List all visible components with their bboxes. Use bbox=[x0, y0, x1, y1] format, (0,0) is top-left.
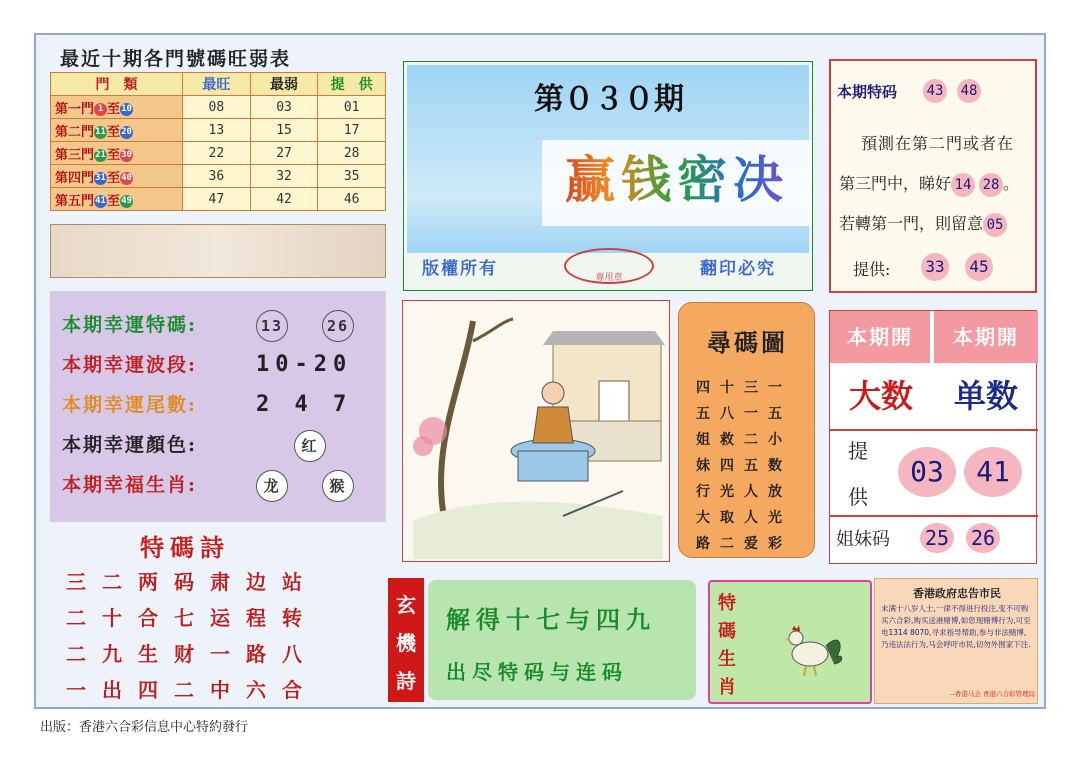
seek-char: 光 bbox=[768, 510, 782, 526]
lucky-row bbox=[62, 345, 382, 385]
special-number: 48 bbox=[957, 79, 981, 103]
notice-body: 未满十八岁人士,一律不得进行投注,变不可购买六合彩,购买送港赌博,如您现赌博行为,可至电1314 8070,寻求指导帮助,参与非法赌博,乃违法法行为,马会呼吁市民,切勿外围家下注. bbox=[881, 604, 1031, 649]
range-start-ball: 11 bbox=[95, 126, 106, 137]
door-cell bbox=[51, 142, 183, 165]
cold-cell: 03 bbox=[250, 96, 318, 119]
lucky-label: 本期幸福生肖: bbox=[62, 474, 198, 496]
range-start-ball: 1 bbox=[94, 103, 107, 116]
seek-title: 尋碼圖 bbox=[707, 328, 788, 357]
poem-panel bbox=[50, 528, 386, 702]
open-header-left: 本期開 bbox=[830, 311, 932, 363]
lucky-label: 本期幸運特碼: bbox=[62, 314, 198, 336]
seek-char: 小 bbox=[768, 432, 782, 448]
illustration bbox=[402, 300, 670, 562]
cold-cell: 15 bbox=[250, 119, 318, 142]
seek-char: 爱 bbox=[744, 536, 758, 552]
lucky-row bbox=[62, 385, 382, 425]
table-row bbox=[51, 119, 386, 142]
hot-cell: 08 bbox=[183, 96, 251, 119]
table-row bbox=[51, 142, 386, 165]
provide-number: 45 bbox=[965, 253, 993, 281]
door-label: 第一門 bbox=[55, 101, 95, 117]
poem-title: 特碼詩 bbox=[140, 533, 230, 562]
prediction-line-1: 預測在第二門或者在 bbox=[861, 134, 1015, 153]
col-door: 門 類 bbox=[51, 73, 183, 96]
no-reprint-label: 翻印必究 bbox=[700, 259, 776, 279]
seek-char: 五 bbox=[696, 406, 710, 422]
hot-cell: 13 bbox=[183, 119, 251, 142]
poem-line: 二九生财一路八 bbox=[66, 642, 318, 666]
seek-char: 二 bbox=[744, 432, 758, 448]
seek-char: 救 bbox=[720, 432, 734, 448]
range-end-ball: 20 bbox=[121, 126, 132, 137]
mystic-panel bbox=[388, 578, 698, 704]
range-start-ball: 21 bbox=[95, 149, 106, 160]
lucky-panel bbox=[50, 291, 386, 522]
prediction-box bbox=[829, 59, 1037, 293]
seek-column bbox=[715, 375, 739, 557]
seek-char: 彩 bbox=[768, 536, 782, 552]
lucky-row bbox=[62, 425, 382, 465]
range-start-ball: 31 bbox=[95, 172, 106, 183]
to-word: 至 bbox=[107, 193, 121, 209]
poem-line: 一出四二中六合 bbox=[66, 678, 318, 702]
publisher-footer: 出版：香港六合彩信息中心特約發行 bbox=[40, 720, 249, 735]
hot-cell: 47 bbox=[183, 188, 251, 211]
door-cell bbox=[51, 188, 183, 211]
seek-char: 行 bbox=[696, 484, 710, 500]
range-end-ball: 30 bbox=[121, 149, 132, 160]
seek-column bbox=[691, 375, 715, 557]
door-label: 第二門 bbox=[55, 124, 95, 140]
mystic-line-2: 出尽特码与连码 bbox=[446, 660, 628, 684]
notice-panel bbox=[874, 578, 1038, 704]
poem-line: 三二两码肃边站 bbox=[66, 570, 318, 594]
tip-number: 28 bbox=[979, 173, 1003, 197]
tip-cell: 01 bbox=[318, 96, 386, 119]
seek-char: 人 bbox=[744, 484, 758, 500]
seek-char: 取 bbox=[720, 510, 734, 526]
provide-label-top: 提 bbox=[848, 439, 868, 463]
lucky-label: 本期幸運顏色: bbox=[62, 434, 198, 456]
seek-column bbox=[739, 375, 763, 557]
lucky-value: 红 bbox=[294, 430, 326, 462]
special-number: 43 bbox=[923, 79, 947, 103]
seek-char: 人 bbox=[744, 510, 758, 526]
seek-char: 一 bbox=[768, 380, 782, 396]
lucky-value: 猴 bbox=[322, 470, 354, 502]
notice-title: 香港政府忠告市民 bbox=[913, 587, 1001, 600]
to-word: 至 bbox=[107, 124, 121, 140]
zodiac-label: 特碼生肖 bbox=[718, 593, 736, 698]
page-title: 最近十期各門號碼旺弱表 bbox=[60, 48, 292, 70]
prediction-line-3: 若轉第一門，則留意 05 bbox=[839, 211, 1007, 237]
tip-cell: 46 bbox=[318, 188, 386, 211]
cold-cell: 32 bbox=[250, 165, 318, 188]
seek-char: 四 bbox=[720, 458, 734, 474]
lucky-value: 2 4 7 bbox=[256, 392, 353, 417]
door-cell bbox=[51, 96, 183, 119]
seek-char: 三 bbox=[744, 380, 758, 396]
hot-cell: 36 bbox=[183, 165, 251, 188]
seek-char: 一 bbox=[744, 406, 758, 422]
mystic-label: 玄機詩 bbox=[388, 578, 424, 702]
hot-cell: 22 bbox=[183, 142, 251, 165]
tip-number: 14 bbox=[951, 173, 975, 197]
hot-cold-table bbox=[50, 72, 386, 211]
provide-label-bottom: 供 bbox=[848, 485, 868, 509]
rooster-icon bbox=[780, 618, 850, 678]
lucky-value: 26 bbox=[322, 310, 354, 342]
door-label: 第三門 bbox=[55, 147, 95, 163]
table-row bbox=[51, 96, 386, 119]
tip-cell: 28 bbox=[318, 142, 386, 165]
lucky-value: 10-20 bbox=[256, 352, 353, 377]
prediction-line-2: 第三門中，睇好 14 28 。 bbox=[839, 171, 1019, 197]
sister-label: 姐妹码 bbox=[836, 529, 890, 550]
seek-char: 大 bbox=[696, 510, 710, 526]
door-label: 第四門 bbox=[55, 170, 95, 186]
open-value-big: 大数 bbox=[848, 377, 913, 415]
open-provide-number: 03 bbox=[898, 447, 956, 497]
cold-cell: 42 bbox=[250, 188, 318, 211]
col-cold: 最弱 bbox=[250, 73, 318, 96]
banner-headline: 赢钱密决 bbox=[542, 140, 812, 212]
seal-stamp: 專用章 bbox=[564, 248, 654, 284]
range-end-ball: 49 bbox=[121, 195, 132, 206]
cold-cell: 27 bbox=[250, 142, 318, 165]
open-panel bbox=[829, 310, 1037, 564]
tip-cell: 17 bbox=[318, 119, 386, 142]
special-label: 本期特码 bbox=[837, 83, 898, 101]
provide-number: 33 bbox=[921, 253, 949, 281]
seek-char: 五 bbox=[744, 458, 758, 474]
door-cell bbox=[51, 119, 183, 142]
seek-char: 十 bbox=[720, 380, 734, 396]
lucky-label: 本期幸運尾數: bbox=[62, 394, 198, 416]
seek-char: 数 bbox=[768, 458, 782, 474]
open-header-right: 本期開 bbox=[934, 311, 1038, 363]
seek-panel bbox=[678, 302, 815, 558]
seek-char: 光 bbox=[720, 484, 734, 500]
seek-char: 五 bbox=[768, 406, 782, 422]
range-end-ball: 10 bbox=[121, 103, 132, 114]
lucky-value: 13 bbox=[256, 310, 288, 342]
col-tip: 提 供 bbox=[318, 73, 386, 96]
open-value-odd: 单数 bbox=[953, 377, 1018, 415]
to-word: 至 bbox=[107, 170, 121, 186]
sister-number: 25 bbox=[920, 523, 954, 553]
poem-line: 二十合七运程转 bbox=[66, 606, 318, 630]
seek-char: 妹 bbox=[696, 458, 710, 474]
issue-banner bbox=[403, 61, 813, 291]
door-label: 第五門 bbox=[55, 193, 95, 209]
to-word: 至 bbox=[107, 101, 121, 117]
sister-number: 26 bbox=[966, 523, 1000, 553]
copyright-label: 版權所有 bbox=[422, 259, 498, 279]
blank-banner bbox=[50, 224, 386, 278]
seek-char: 路 bbox=[696, 536, 710, 552]
tip-cell: 35 bbox=[318, 165, 386, 188]
seek-char: 二 bbox=[720, 536, 734, 552]
tip-number: 05 bbox=[983, 213, 1007, 237]
seek-char: 姐 bbox=[696, 432, 710, 448]
table-row bbox=[51, 188, 386, 211]
lucky-value: 龙 bbox=[256, 470, 288, 502]
table-row bbox=[51, 165, 386, 188]
seek-char: 八 bbox=[720, 406, 734, 422]
provide-label: 提供: bbox=[853, 260, 891, 279]
lucky-row bbox=[62, 465, 382, 505]
notice-sign: --香港马会 香港六合彩管理局 bbox=[950, 690, 1035, 698]
col-hot: 最旺 bbox=[183, 73, 251, 96]
range-start-ball: 41 bbox=[95, 195, 106, 206]
lucky-row bbox=[62, 305, 382, 345]
seek-column bbox=[763, 375, 787, 557]
issue-number: 第０３０期 bbox=[534, 82, 684, 117]
door-cell bbox=[51, 165, 183, 188]
farmer-illustration bbox=[403, 301, 669, 561]
to-word: 至 bbox=[107, 147, 121, 163]
lucky-label: 本期幸運波段: bbox=[62, 354, 198, 376]
seek-char: 四 bbox=[696, 380, 710, 396]
mystic-line-1: 解得十七与四九 bbox=[446, 605, 656, 634]
open-provide-number: 41 bbox=[964, 447, 1022, 497]
zodiac-panel bbox=[708, 580, 872, 704]
range-end-ball: 40 bbox=[121, 172, 132, 183]
seek-char: 放 bbox=[768, 484, 782, 500]
